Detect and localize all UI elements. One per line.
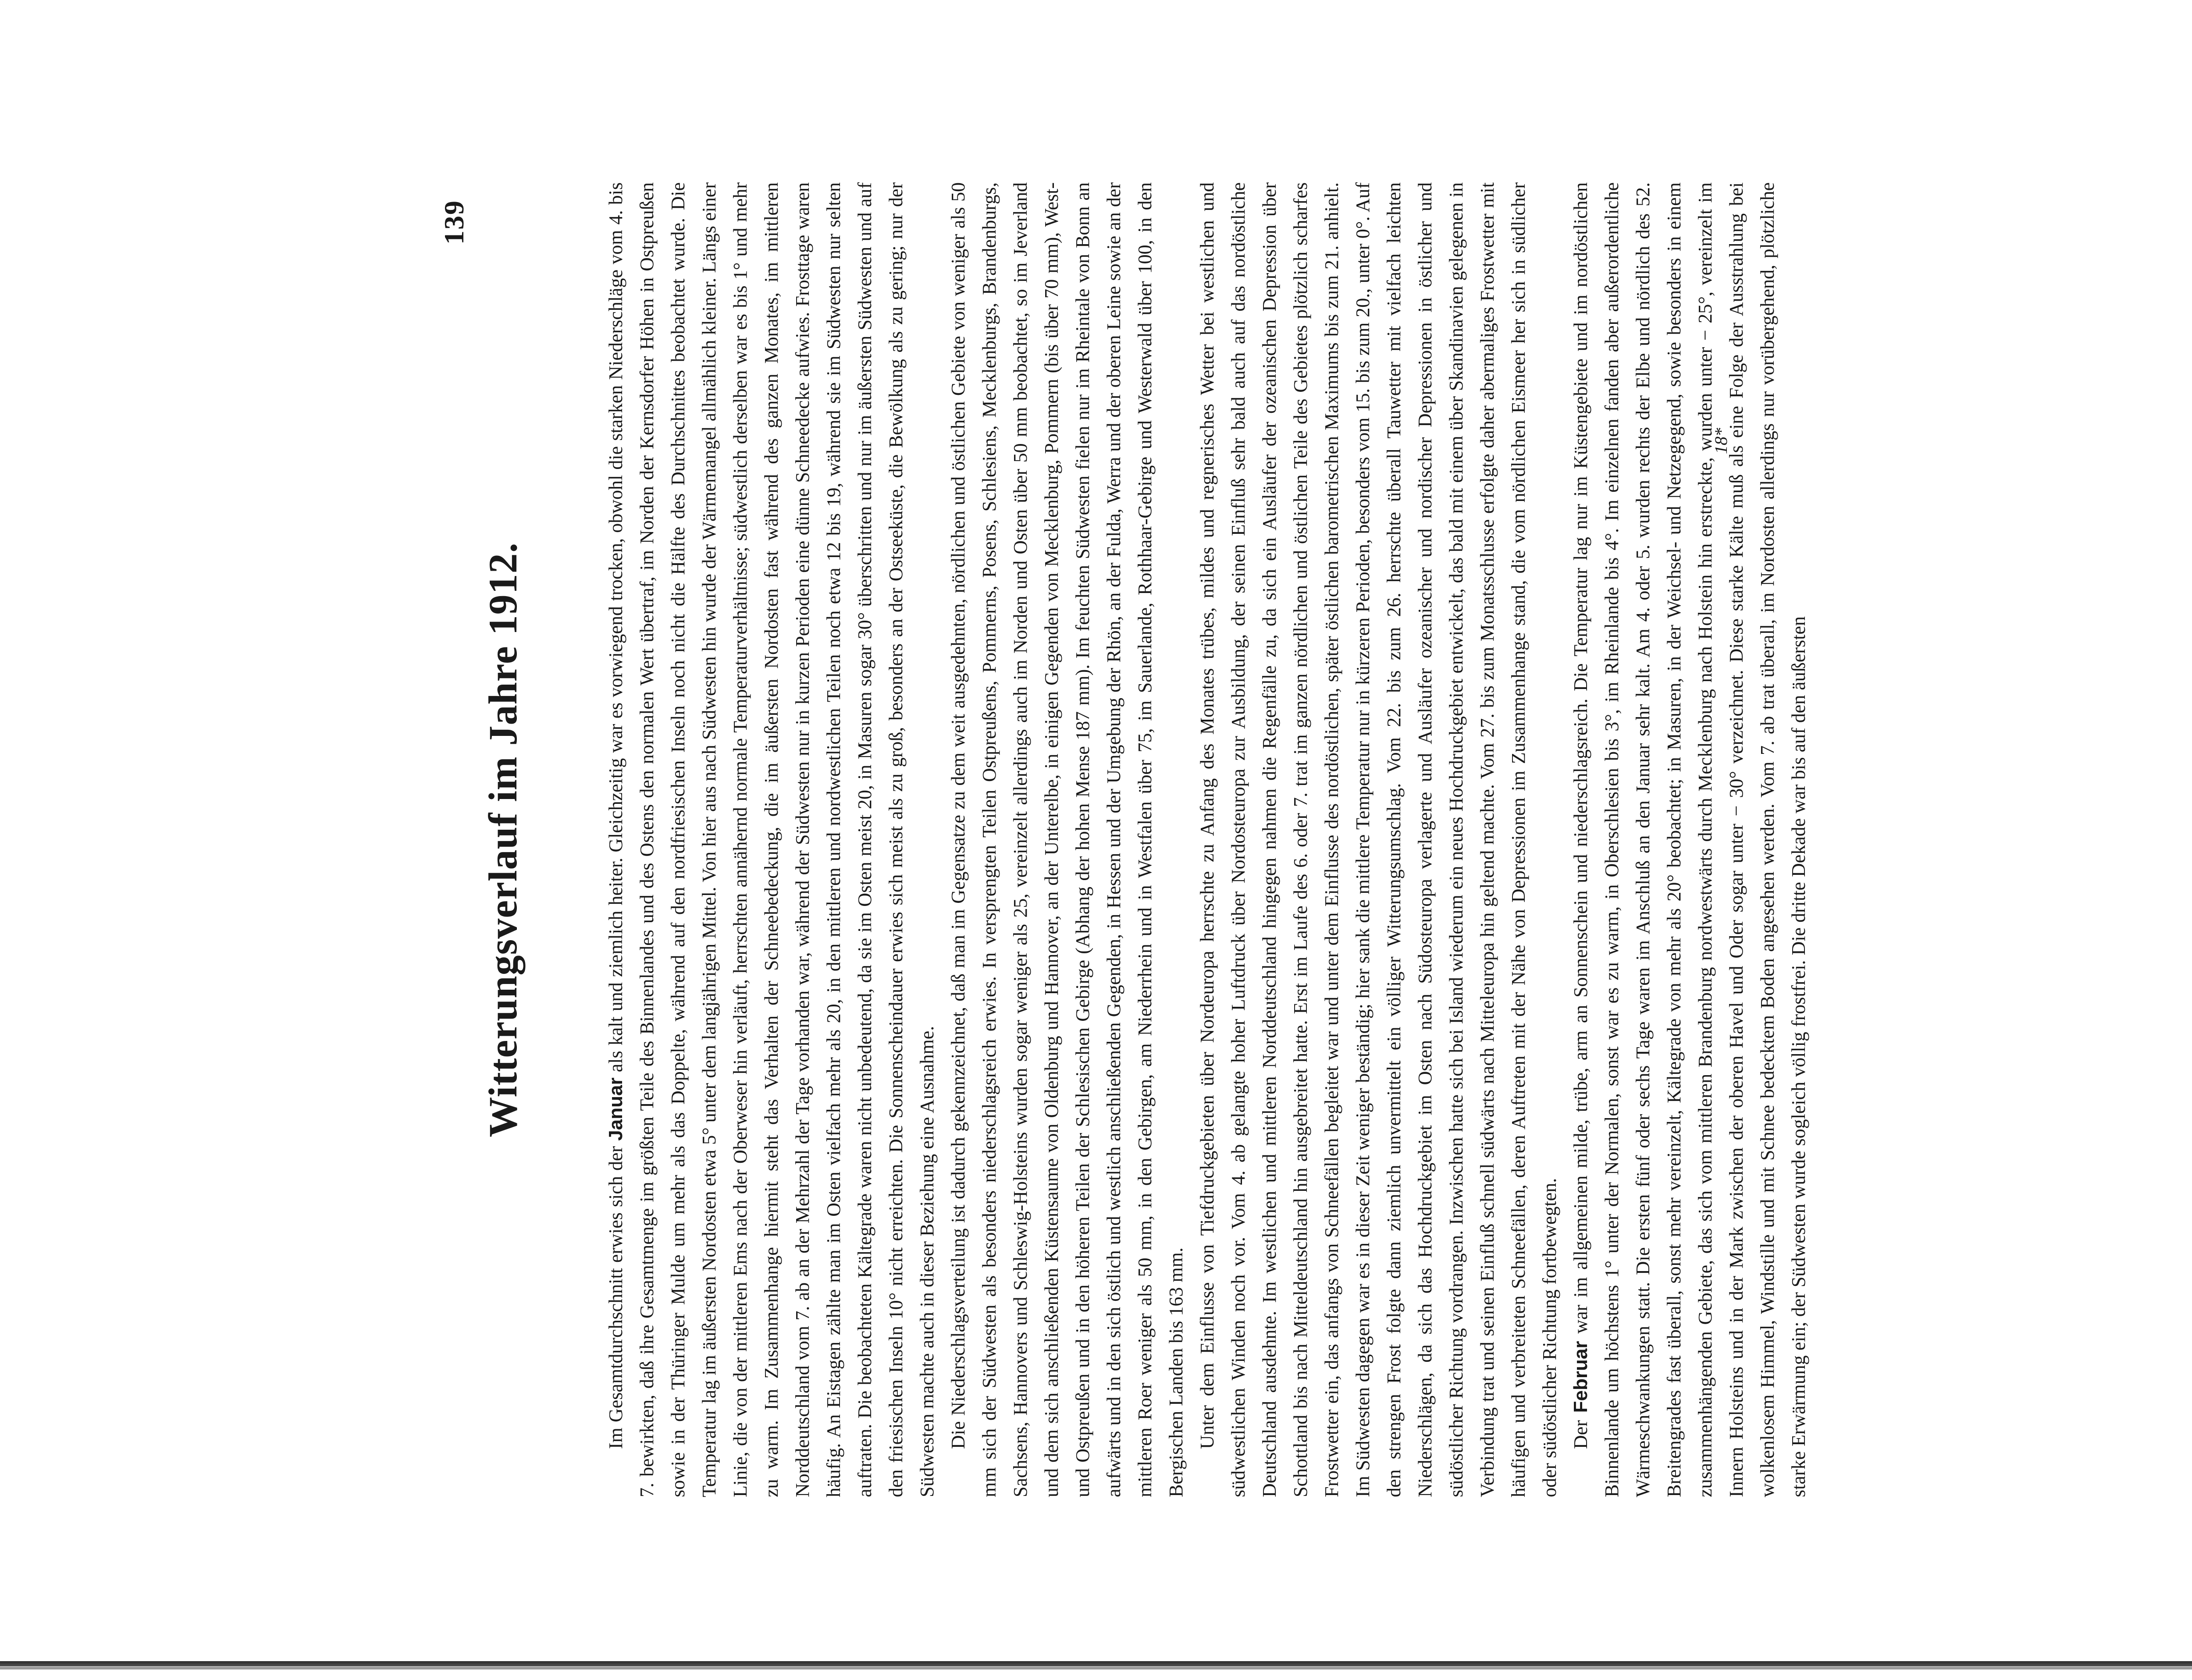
paragraph-januar: [600, 182, 943, 1497]
paragraph-wetterlage: [1192, 182, 1565, 1497]
month-name-januar: Januar: [605, 1077, 626, 1141]
paragraph-lead: Im Gesamtdurchschnitt erwies sich der: [605, 1140, 626, 1449]
scan-edge-shadow: [0, 1667, 2192, 1669]
rotated-document-page: [438, 182, 1809, 1497]
month-name-februar: Februar: [1570, 1341, 1591, 1413]
paragraph-text: war im allgemeinen milde, trübe, arm an Sonnenschein und niederschlagsreich. Die Temperatur lag nur im Küstengebiete und im nordöstlichen Binnenlande um höchstens 1° unter der Normalen, sonst war es zu warm, in Oberschlesien bis 3°, im Rheinlande bis 4°. Im einzelnen fanden aber außerordentliche Wärmeschwankungen statt. Die ersten fünf oder sechs Tage waren im Anschluß an den Januar sehr kalt. Am 4. oder 5. wurden rechts der Elbe und nördlich des 52. Breitengrades fast überall, sonst mehr vereinzelt, Kältegrade von mehr als 20° beobachtet; in Masuren, in der Weichsel- und Netzegegend, sowie besonders in einem zusammenhängenden Gebiete, das sich vom mittleren Brandenburg nordwestwärts durch Mecklenburg nach Holstein hin erstreckte, wurden unter − 25°, vereinzelt im Innern Holsteins und in der Mark zwischen der oberen Havel und Oder sogar unter − 30° verzeichnet. Diese starke Kälte muß als eine Folge der Ausstrahlung bei wolkenlosem Himmel, Windstille und mit Schnee bedecktem Boden angesehen werden. Vom 7. ab trat überall, im Nordosten allerdings nur vorübergehend, plötzliche starke Erwärmung ein; der Südwesten wurde sogleich völlig frostfrei. Die dritte Dekade war bis auf den äußersten: [1570, 182, 1809, 1497]
page-title: Witterungsverlauf im Jahre 1912.: [480, 542, 525, 1137]
paragraph-niederschlag: [943, 182, 1192, 1497]
paragraph-text: Die Niederschlagsverteilung ist dadurch gekennzeichnet, daß man im Gegensatze zu dem weit ausgedehnten, nördlichen und östlichen Gebiete von weniger als 50 mm sich der Südwesten als besonders niederschlagsreich erwies. In versprengten Teilen Ostpreußens, Pommerns, Posens, Schlesiens, Mecklenburgs, Brandenburgs, Sachsens, Hannovers und Schleswig-Holsteins wurden sogar weniger als 25, vereinzelt allerdings auch im Norden und Osten über 50 mm beobachtet, so im Jeverland und dem sich anschließenden Küstensaume von Oldenburg und Hannover, an der Unterelbe, in einigen Gegenden von Mecklenburg, Pommern (bis über 70 mm), West- und Ostpreußen und in den höheren Teilen der Schlesischen Gebirge (Abhang der hohen Mense 187 mm). Im feuchten Südwesten fielen nur im Rheintale von Bonn an aufwärts und in den sich östlich und westlich anschließenden Gegenden, in Hessen und der Umgebung der Rhön, an der Fulda, Werra und der oberen Leine sowie an der mittleren Roer weniger als 50 mm, in den Gebirgen, am Niederrhein und in Westfalen über 75, im Sauerlande, Rothhaar-Gebirge und Westerwald über 100, in den Bergischen Landen bis 163 mm.: [947, 182, 1187, 1497]
paragraph-lead: Der: [1570, 1413, 1591, 1449]
sheet-signature-mark: 18*: [1711, 428, 1731, 454]
scan-edge-rule: [0, 1661, 2192, 1666]
paragraph-text: Unter dem Einflusse von Tiefdruckgebieten über Nordeuropa herrschte zu Anfang des Monates trübes, mildes und regnerisches Wetter bei westlichen und südwestlichen Winden noch vor. Vom 4. ab gelangte hoher Luftdruck über Nordosteuropa zur Ausbildung, der seinen Einfluß sehr bald auch auf das nordöstliche Deutschland ausdehnte. Im westlichen und mittleren Norddeutschland hingegen nahmen die Regenfälle zu, da sich ein Ausläufer der ozeanischen Depression über Schottland bis nach Mitteldeutschland hin ausgebreitet hatte. Erst im Laufe des 6. oder 7. trat im ganzen nördlichen und östlichen Teile des Gebietes plötzlich scharfes Frostwetter ein, das anfangs von Schneefällen begleitet war und unter dem Einflusse des nordöstlichen, später östlichen barometrischen Maximums bis zum 21. anhielt. Im Südwesten dagegen war es in dieser Zeit weniger beständig; hier sank die mittlere Temperatur nur in kürzeren Perioden, besonders vom 15. bis zum 20., unter 0°. Auf den strengen Frost folgte dann ziemlich unvermittelt ein völliger Witterungsumschlag. Vom 22. bis zum 26. herrschte überall Tauwetter mit vielfach leichten Niederschlägen, da sich das Hochdruckgebiet im Osten nach Südosteuropa verlagerte und Ausläufer ozeanischer und nordischer Depressionen in östlicher und südöstlicher Richtung vordrangen. Inzwischen hatte sich bei Island wiederum ein neues Hochdruckgebiet entwickelt, das bald mit einem über Skandinavien gelegenen in Verbindung trat und seinen Einfluß schnell südwärts nach Mitteleuropa hin geltend machte. Vom 27. bis zum Monatsschlusse erfolgte daher abermaliges Frostwetter mit häufigen und verbreiteten Schneefällen, deren Auftreten mit der Nähe von Depressionen im Zusammenhange stand, die vom nördlichen Eismeer her sich in südlicher oder südöstlicher Richtung fortbewegten.: [1196, 182, 1560, 1497]
paragraph-text: als kalt und ziemlich heiter. Gleichzeitig war es vorwiegend trocken, obwohl die starken Niederschläge vom 4. bis 7. bewirkten, daß ihre Gesamtmenge im größten Teile des Binnenlandes und des Ostens den normalen Wert übertraf, im Norden der Kernsdorfer Höhen in Ostpreußen sowie in der Thüringer Mulde um mehr als das Doppelte, während auf den nordfriesischen Inseln noch nicht die Hälfte des Durchschnittes beobachtet wurde. Die Temperatur lag im äußersten Nordosten etwa 5° unter dem langjährigen Mittel. Von hier aus nach Südwesten hin wurde der Wärmemangel allmählich kleiner. Längs einer Linie, die von der mittleren Ems nach der Oberweser hin verläuft, herrschten annähernd normale Temperaturverhältnisse; südwestlich derselben war es bis 1° und mehr zu warm. Im Zusammenhange hiermit steht das Verhalten der Schneebedeckung, die im äußersten Nordosten fast während des ganzen Monates, im mittleren Norddeutschland vom 7. ab an der Mehrzahl der Tage vorhanden war, während der Südwesten nur in kurzen Perioden eine dünne Schneedecke aufwies. Frosttage waren häufig. An Eistagen zählte man im Osten vielfach mehr als 20, in den mittleren und nordwestlichen Teilen noch etwa 12 bis 19, während sie im Südwesten nur selten auftraten. Die beobachteten Kältegrade waren nicht unbedeutend, da sie im Osten meist 20, in Masuren sogar 30° überschritten und nur im äußersten Südwesten und auf den friesischen Inseln 10° nicht erreichten. Die Sonnenscheindauer erwies sich meist als zu groß, besonders an der Ostseeküste, die Bewölkung als zu gering; nur der Südwesten machte auch in dieser Beziehung eine Ausnahme.: [605, 182, 938, 1497]
body-text: [600, 182, 1814, 1497]
paragraph-februar: [1565, 182, 1814, 1497]
page-number: 139: [438, 200, 470, 245]
